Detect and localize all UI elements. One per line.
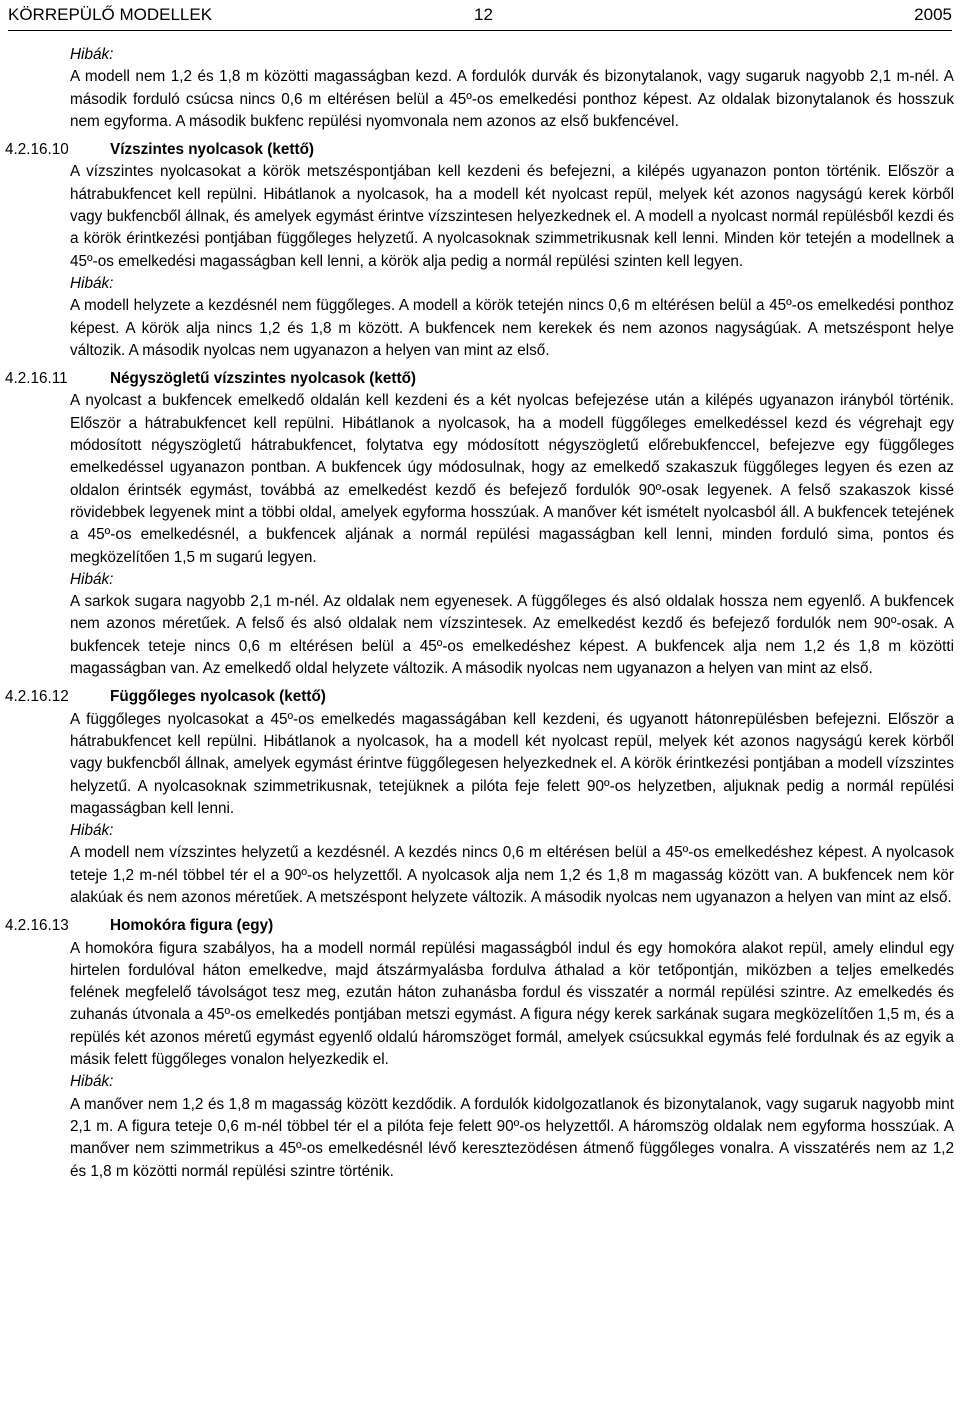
hibak-label: Hibák: (70, 1073, 114, 1091)
section-number: 4.2.16.13 (5, 917, 69, 935)
section-heading (0, 686, 960, 708)
section-title: Függőleges nyolcasok (kettő) (110, 688, 326, 706)
document-year: 2005 (914, 5, 952, 24)
hibak-label: Hibák: (70, 570, 114, 588)
section-heading (0, 368, 960, 390)
hibak-text: A modell helyzete a kezdésnél nem függőleges. A modell a körök tetején nincs 0,6 m eltérésen belül a 45º-os emelkedési ponthoz képest. A körök alja nincs 1,2 és 1,8 m között. A bukfencek nem kerekek és nem azonos nagyságúak. A metszéspont helye változik. A második nyolcas nem ugyanazon a helyen van mint az első. (70, 297, 954, 359)
section-title: Homokóra figura (egy) (110, 917, 274, 935)
hibak-label: Hibák: (70, 822, 114, 840)
section-number: 4.2.16.10 (5, 141, 69, 159)
hibak-text: A modell nem vízszintes helyzetű a kezdésnél. A kezdés nincs 0,6 m eltérésen belül a 45º-os emelkedéshez képest. A nyolcasok teteje 1,2 m-nél többel tér el a 90º-os helyzettől. A nyolcasok alja nem 1,2 és 1,8 m magasság között van. A bukfencek nem kör alakúak és nem azonos méretűek. A metszéspont helyzete változik. A második nyolcas nem ugyanazon a helyen van mint az első. (70, 844, 954, 906)
section-body: A függőleges nyolcasokat a 45º-os emelkedés magasságában kell kezdeni, és ugyanott hátonrepülésben befejezni. Először a hátrabukfencet kell repülni. Hibátlanok a nyolcasok, ha a modell két nyolcast repül, melyek két azonos nagyságú kerek körből vagy bukfencből állnak, amelyek egymást érintve függőlegesen helyezkednek el. A körök érintkezési pontjában a modell vízszintes helyzetű. A nyolcasoknak szimmetrikusnak, tetejüknek a pilóta feje felett 90º-os helyzetben, aljuknak pedig a normál repülési magasságban kell lenni. (70, 710, 954, 817)
hibak-text: A manőver nem 1,2 és 1,8 m magasság között kezdődik. A fordulók kidolgozatlanok és bizonytalanok, vagy sugaruk nagyobb mint 2,1 m. A figura teteje 0,6 m-nél többel tér el a pilóta feje felett 90º-os helyzettől. A háromszög oldalak nem egyforma hosszúak. A manőver nem szimmetrikus a 45º-os emelkedésnél lévő keresztezödésen átmenő függőleges vonalra. A visszatérés nem az 1,2 és 1,8 m közötti normál repülési szintre történik. (70, 1095, 954, 1180)
hibak-label: Hibák: (70, 46, 114, 63)
hibak-text: A sarkok sugara nagyobb 2,1 m-nél. Az oldalak nem egyenesek. A függőleges és alsó oldalak hossza nem egyenlő. A bukfencek nem azonos méretűek. A felső és alsó oldalak nem vízszintesek. Az emelkedést kezdő és befejező fordulók nem 90º-osak. A bukfencek teteje nincs 0,6 m eltérésen belül a 45º-os emelkedéshez képest. A bukfencek alja nem 1,2 és 1,8 m közötti magasságban van. Az emelkedő oldal helyzete változik. A második nyolcas nem ugyanazon a helyen van mint az első. (70, 593, 954, 678)
section-title: Négyszögletű vízszintes nyolcasok (kettő) (110, 370, 417, 388)
section-number: 4.2.16.12 (5, 688, 69, 706)
section-body: A vízszintes nyolcasokat a körök metszéspontjában kell kezdeni és befejezni, a kilépés ugyanazon ponton történik. Először a hátrabukfencet kell repülni. Hibátlanok a nyolcasok, ha a modell két nyolcast repül, melyek két azonos nagyságú kerek körből vagy bukfencből állnak, és amelyek egymást érintve vízszintesen helyezkednek el. A modell a nyolcast normál repülésből kezdi és a körök érintkezési pontjában függőleges helyzetű. A nyolcasoknak szimmetrikusnak kell lenni. Minden kör tetején a modellnek a 45º-os emelkedési magasságban kell lenni, a körök alja pedig a normál repülési szinten kell legyen. (70, 163, 954, 270)
section-body: A nyolcast a bukfencek emelkedő oldalán kell kezdeni és a két nyolcas befejezése után a kilépés ugyanazon irányból történik. Először a hátrabukfencet kell repülni. Hibátlanok a nyolcasok, ha a modell függőleges emelkedéssel kezd és végrehajt egy módosított négyszögletű hátrabukfencet, folytatva egy módosított négyszögletű előrebukfenccel, befejezve egy függőleges emelkedéssel ugyanazon pontban. A bukfencek úgy módosulnak, hogy az emelkedő szakaszuk függőleges legyen és ezen az oldalon érintsék egymást, továbbá az emelkedést kezdő és befejező fordulók 90º-osak legyenek. A felső szakaszok kissé rövidebbek legyenek mint a többi oldal, amelyek egyforma hosszúak. A manőver két ismételt nyolcasból áll. A bukfencek tetejének a 45º-os emelkedésnél, a bukfencek aljának a normál repülési magasságban kell lenni, minden forduló sima, pontos és megközelítően 1,5 m sugarú legyen. (70, 392, 954, 566)
page-number: 12 (474, 5, 493, 24)
document-title: KÖRREPÜLŐ MODELLEK (8, 5, 213, 24)
page-content (0, 44, 960, 1183)
section-number: 4.2.16.11 (5, 370, 68, 388)
page-header (8, 0, 952, 31)
section-heading (0, 915, 960, 937)
section-body: A homokóra figura szabályos, ha a modell normál repülési magasságból indul és egy homokóra alakot repül, amely elindul egy hirtelen fordulóval háton emelkedve, majd átszármyalásba fordulva áthalad a kör tetőpontján, miközben a teljes emelkedés felének megfelelő távolságot tesz meg, ezután háton zuhanásba fordul és visszatér a normál repülési szintre. Az emelkedés és zuhanás útvonala a 45º-os emelkedés pontjában metszi egymást. A figura négy kerek sarkának sugara megközelítően 1,5 m, és a repülés két azonos méretű egymást egyenlő oldalú háromszöget formál, amelyek csúcsukkal egymás felé fordulnak és az egyik a másik felett függőleges vonalon helyezkedik el. (70, 939, 954, 1069)
hibak-label: Hibák: (70, 274, 114, 292)
hibak-text: A modell nem 1,2 és 1,8 m közötti magasságban kezd. A fordulók durvák és bizonytalanok, vagy sugaruk nagyobb 2,1 m-nél. A második forduló csúcsa nincs 0,6 m eltérésen belül a 45º-os emelkedési ponthoz képest. Az oldalak bizonytalanok és hosszuk nem egyforma. A második bukfenc repülési nyomvonala nem azonos az első bukfencével. (70, 68, 954, 130)
section-title: Vízszintes nyolcasok (kettő) (110, 141, 315, 159)
section-heading (0, 139, 960, 161)
